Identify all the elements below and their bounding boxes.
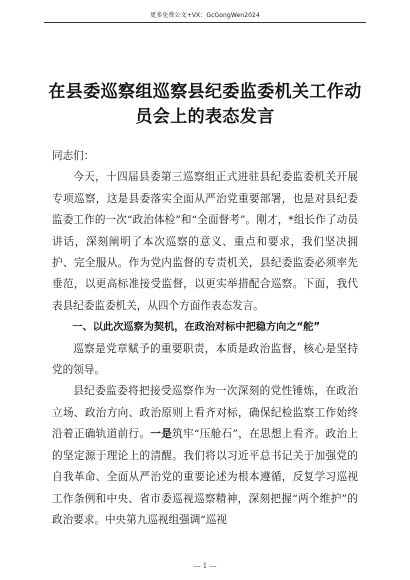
header-divider [44,22,366,23]
header-note: 更多免费公文+VX：GcGongWen2024 [150,12,260,19]
paragraph-political-alignment [52,381,358,531]
paragraph-text-continued: 筑牢“压舱石”，在思想上看齐。政治上的坚定源于理论上的清醒。我们将以习近平总书记关于加强党的自我革命、全面从严治党的重要论述为根本遵循，反复学习巡视工作条例和中央、省市委巡视巡察精神，深刻把握“两个维护”的政治要求。中央第九巡视组强调“巡视 [52,428,358,526]
salutation: 同志们： [52,150,95,162]
document-body [52,146,358,531]
paragraph-inspection-nature: 巡察是党章赋予的重要职责，本质是政治监督，核心是坚持党的领导。 [52,342,358,377]
paragraph-intro: 今天，十四届县委第三巡察组正式进驻县纪委监委机关开展专项巡察，这是县委落实全面从严治党重要部署，也是对县纪委监委工作的一次“政治体检”和“全面督考”。刚才，*组长作了动员讲话，深刻阐明了本次巡察的意义、重点和要求，我们坚决拥护、完全服从。作为党内监督的专责机关，县纪委监委必须率先垂范，以更高标准接受监督，以更实举措配合巡察。下面，我代表县纪委监委机关，从四个方面作表态发言。 [52,171,358,312]
page-number: — 1 — [193,562,217,570]
enumeration-marker: 一是 [150,428,173,441]
document-title: 在县委巡察组巡察县纪委监委机关工作动员会上的表态发言 [48,82,362,127]
paragraph-text-lead: 县纪委监委将把接受巡察作为一次深刻的党性锤炼，在政治立场、政治方向、政治原则上看齐对标，确保纪检监察工作始终沿着正确轨道前行。 [52,385,358,441]
section-heading-1: 一、以此次巡察为契机，在政治对标中把稳方向之“舵” [72,322,321,334]
